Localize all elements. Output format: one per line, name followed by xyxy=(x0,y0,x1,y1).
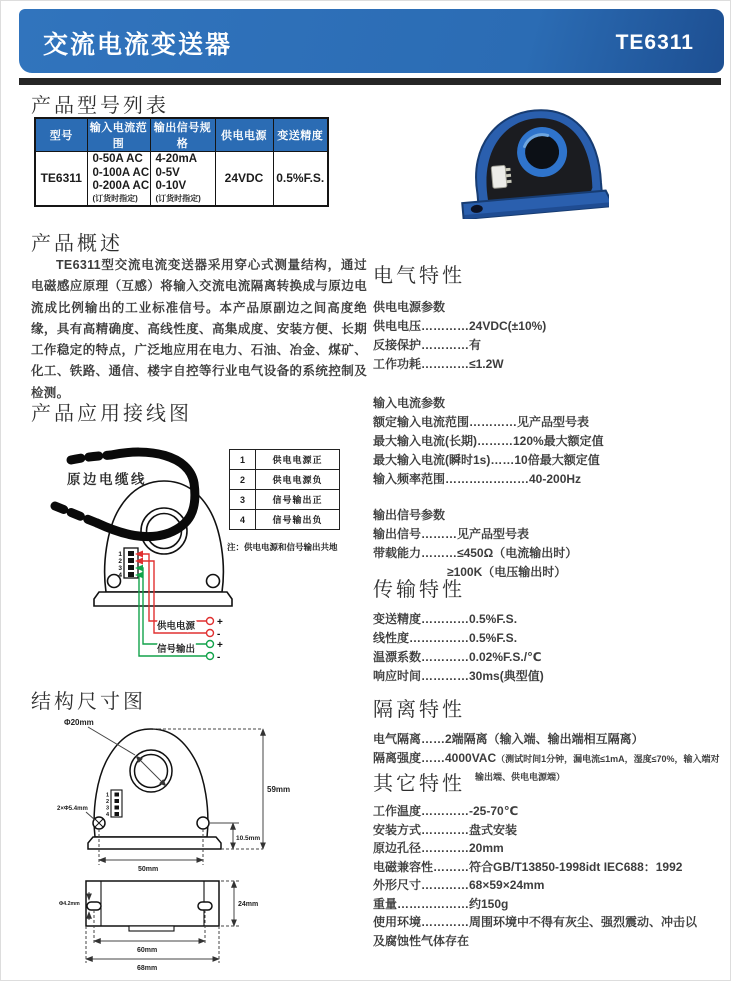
front-view-outline xyxy=(88,729,221,849)
pin-func: 信号输出负 xyxy=(256,510,340,530)
signal-minus-terminal xyxy=(207,653,214,660)
dim-slot-pitch: 60mm xyxy=(137,947,158,954)
isolation-heading: 隔离特性 xyxy=(373,699,465,721)
power-minus-terminal xyxy=(207,630,214,637)
dim-hole-dia: Φ20mm xyxy=(64,718,94,727)
transmission-section xyxy=(373,573,725,686)
group-title: 输出信号参数 xyxy=(373,508,446,522)
group-title: 供电电源参数 xyxy=(373,300,446,314)
transformer-outline xyxy=(94,481,232,606)
dim-hole-pitch: 50mm xyxy=(138,866,159,873)
front-connector xyxy=(106,790,122,818)
dim-mount-holes: 2×Φ5.4mm xyxy=(57,806,88,812)
col-power: 供电电源 xyxy=(215,118,273,152)
isolation-strength-note1: （测试时间1分钟，漏电流≤1mA，湿度≤70%，输入端对 xyxy=(496,754,720,764)
section-heading-overview: 产品概述 xyxy=(31,233,123,255)
power-minus-sign: - xyxy=(217,629,221,640)
wiring-note: 注：供电电源和信号输出共地 xyxy=(227,542,338,552)
dimension-drawing xyxy=(31,713,371,979)
spec-output-signal: 输出信号………见产品型号表 xyxy=(373,527,530,541)
model-table xyxy=(34,117,329,207)
col-input-range: 输入电流范围 xyxy=(87,118,150,152)
spec-environment-2: 及腐蚀性气体存在 xyxy=(373,933,470,948)
spec-max-input-instant: 最大输入电流(瞬时1s)……10倍最大额定值 xyxy=(373,453,600,467)
dim-overall-width: 68mm xyxy=(137,965,158,972)
col-accuracy: 变送精度 xyxy=(273,118,328,152)
spec-frequency-range: 输入频率范围…………………40-200Hz xyxy=(373,472,582,486)
pin-func: 供电电源正 xyxy=(256,450,340,470)
spec-response-time: 响应时间…………30ms(典型值) xyxy=(373,669,544,683)
dimension-diagram xyxy=(31,713,371,979)
output-spec-1: 4-20mA xyxy=(155,153,198,165)
section-heading-dimensions: 结构尺寸图 xyxy=(31,691,146,713)
section-heading-models: 产品型号列表 xyxy=(31,95,169,117)
pin-number-4: 4 xyxy=(118,572,122,579)
power-wire-label: 供电电源 xyxy=(157,621,196,632)
spec-load-capacity: 带载能力………≤450Ω（电流输出时） xyxy=(373,546,578,560)
spec-rated-input: 额定输入电流范围…………见产品型号表 xyxy=(373,415,590,429)
wiring-diagram xyxy=(31,429,371,691)
model-table-header-row xyxy=(35,118,328,152)
output-signal-params xyxy=(373,506,725,582)
col-output-spec: 输出信号规格 xyxy=(150,118,215,152)
spec-weight: 重量………………约150g xyxy=(373,896,509,911)
power-supply-params xyxy=(373,298,725,374)
page-title: 交流电流变送器 xyxy=(43,31,233,59)
dim-slot-dia: Φ4.2mm xyxy=(59,901,80,907)
pin-table-row xyxy=(230,490,340,510)
pin-number-1: 1 xyxy=(118,551,122,558)
group-title: 输入电流参数 xyxy=(373,396,446,410)
input-range-1: 0-50A AC xyxy=(92,153,143,165)
spec-isolation-strength xyxy=(373,749,725,769)
primary-cable-label: 原边电缆线 xyxy=(67,472,147,487)
power-plus-sign: + xyxy=(217,617,223,628)
product-photo-drawing xyxy=(453,101,609,219)
transmission-heading: 传输特性 xyxy=(373,579,465,601)
input-range-note: (订货时指定) xyxy=(92,193,138,203)
connector xyxy=(118,548,138,579)
spec-mounting: 安装方式…………盘式安装 xyxy=(373,822,518,837)
pin-function-table xyxy=(229,449,340,530)
spec-aperture: 原边孔径…………20mm xyxy=(373,841,504,855)
pin-table-row xyxy=(230,510,340,530)
pin-no: 3 xyxy=(230,490,256,510)
pin-table-row xyxy=(230,450,340,470)
cell-input-range xyxy=(87,152,150,206)
spec-supply-voltage: 供电电压…………24VDC(±10%) xyxy=(373,319,547,333)
spec-outline-size: 外形尺寸…………68×59×24mm xyxy=(373,878,545,892)
header-divider xyxy=(19,78,721,85)
output-spec-2: 0-5V xyxy=(155,166,180,179)
front-pin-1: 1 xyxy=(105,792,109,799)
product-photo xyxy=(453,101,609,219)
pin-no: 1 xyxy=(230,450,256,470)
spec-working-temp: 工作温度…………-25-70℃ xyxy=(373,804,519,818)
cell-model: TE6311 xyxy=(35,152,87,206)
input-range-2: 0-100A AC xyxy=(92,166,150,179)
spec-power-consumption: 工作功耗…………≤1.2W xyxy=(373,357,504,371)
spec-load-capacity-2: ≥100K（电压输出时） xyxy=(447,565,567,579)
cell-accuracy: 0.5%F.S. xyxy=(273,152,328,206)
isolation-strength-label: 隔离强度……4000VAC xyxy=(373,751,497,765)
pin-table-row xyxy=(230,470,340,490)
front-pin-4: 4 xyxy=(105,812,109,818)
pin-no: 4 xyxy=(230,510,256,530)
col-model: 型号 xyxy=(35,118,87,152)
pin-no: 2 xyxy=(230,470,256,490)
front-pin-3: 3 xyxy=(105,805,109,812)
other-section xyxy=(373,767,725,950)
header-banner xyxy=(19,9,724,73)
dim-depth: 24mm xyxy=(238,901,259,908)
spec-max-input-long: 最大输入电流(长期)………120%最大额定值 xyxy=(373,434,604,448)
dim-height: 59mm xyxy=(267,785,291,794)
input-current-params xyxy=(373,394,725,489)
pin-func: 信号输出正 xyxy=(256,490,340,510)
bottom-view-outline xyxy=(86,881,219,931)
signal-minus-sign: - xyxy=(217,652,221,663)
model-table-data-row xyxy=(35,152,328,206)
signal-wire-label: 信号输出 xyxy=(157,644,196,655)
spec-environment-1: 使用环境…………周围环境中不得有灰尘、强烈震动、冲击以 xyxy=(373,915,698,929)
pin-func: 供电电源负 xyxy=(256,470,340,490)
signal-plus-terminal xyxy=(207,641,214,648)
spec-temp-drift: 温漂系数…………0.02%F.S./℃ xyxy=(373,650,542,664)
cell-power: 24VDC xyxy=(215,152,273,206)
input-range-3: 0-200A AC xyxy=(92,180,150,192)
spec-electrical-isolation: 电气隔离……2端隔离（输入端、输出端相互隔离） xyxy=(373,732,644,746)
spec-reverse-protection: 反接保护…………有 xyxy=(373,338,482,352)
spec-emc: 电磁兼容性………符合GB/T13850-1998idt IEC688：1992 xyxy=(373,859,683,874)
overview-text: TE6311型交流电流变送器采用穿心式测量结构，通过电磁感应原理（互感）将输入交流电流隔离转换成与原边电流成比例输出的工业标准信号。本产品原副边之间高度绝缘，具有高精确度、高线性度、高集成度、安装方便、长期工作稳定的特点，广泛地应用在电力、石油、冶金、煤矿、化工、铁路、通信、楼宇自控等行业电气设备的系统控制及检测。 xyxy=(31,258,367,400)
spec-accuracy: 变送精度…………0.5%F.S. xyxy=(373,612,518,626)
electrical-heading: 电气特性 xyxy=(373,265,465,287)
section-heading-wiring: 产品应用接线图 xyxy=(31,403,192,425)
signal-plus-sign: + xyxy=(217,640,223,651)
electrical-section xyxy=(373,259,725,582)
pin-number-2: 2 xyxy=(118,558,122,565)
pin-number-3: 3 xyxy=(118,565,122,572)
other-heading: 其它特性 xyxy=(373,773,465,795)
output-spec-note: (订货时指定) xyxy=(155,193,201,203)
cell-output-spec xyxy=(150,152,215,206)
isolation-strength-note2: 输出端、供电电源端） xyxy=(475,772,566,782)
output-spec-3: 0-10V xyxy=(155,180,187,192)
front-pin-2: 2 xyxy=(105,799,109,805)
dim-hole-offset: 10.5mm xyxy=(236,835,261,842)
model-number: TE6311 xyxy=(615,31,694,54)
power-plus-terminal xyxy=(207,618,214,625)
spec-linearity: 线性度……………0.5%F.S. xyxy=(373,631,518,645)
